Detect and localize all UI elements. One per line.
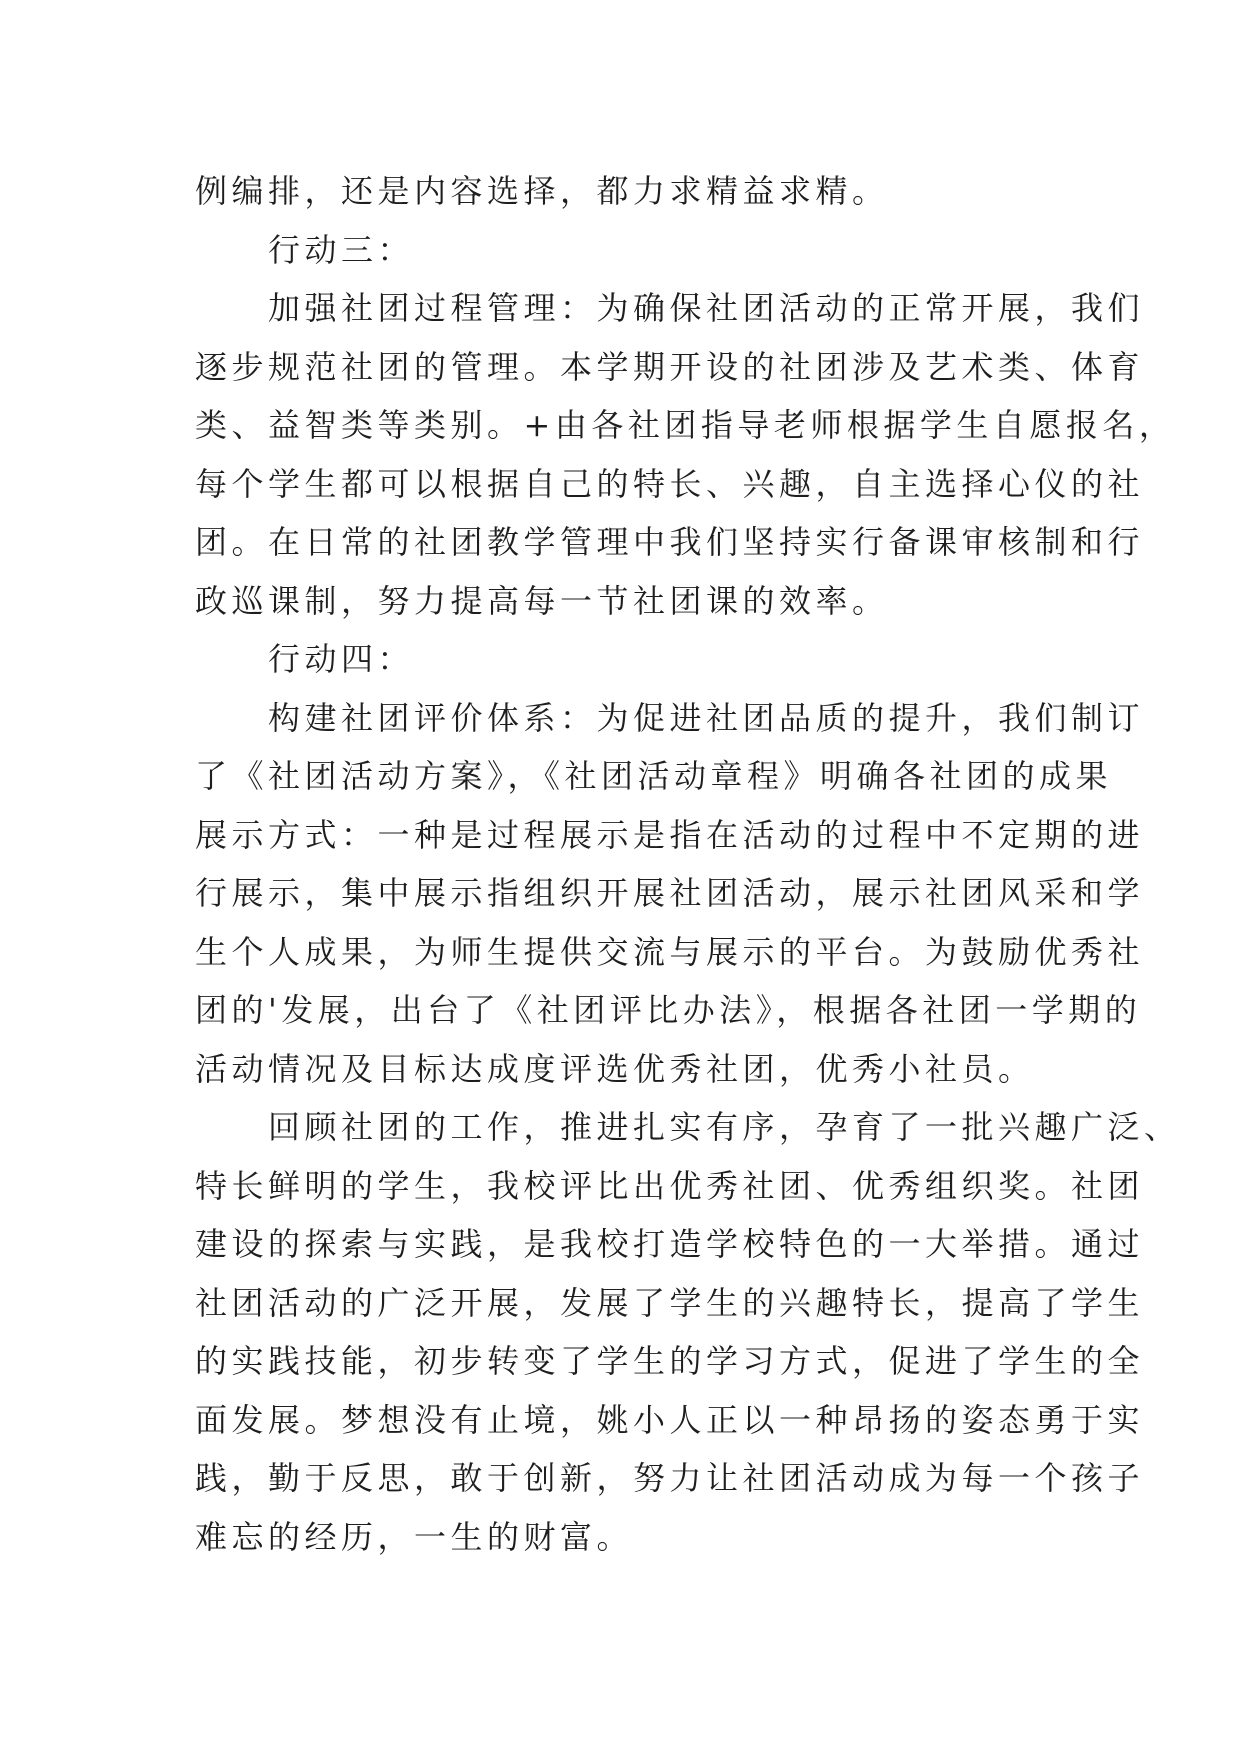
text-line: 逐步规范社团的管理。本学期开设的社团涉及艺术类、体育 (195, 347, 1145, 386)
document-body (195, 162, 1181, 1566)
text-line: 展示方式：一种是过程展示是指在活动的过程中不定期的进 (195, 815, 1145, 854)
text-line: 生个人成果，为师生提供交流与展示的平台。为鼓励优秀社 (195, 932, 1145, 971)
text-line: 政巡课制，努力提高每一节社团课的效率。 (195, 581, 889, 620)
text-line: 行展示，集中展示指组织开展社团活动，展示社团风采和学 (195, 874, 1145, 912)
text-line: 构建社团评价体系：为促进社团品质的提升，我们制订 (195, 698, 1145, 737)
text-line: 面发展。梦想没有止境，姚小人正以一种昂扬的姿态勇于实 (195, 1400, 1145, 1439)
text-line: 行动四： (195, 640, 415, 678)
text-line: 例编排，还是内容选择，都力求精益求精。 (195, 172, 889, 210)
text-line: 活动情况及目标达成度评选优秀社团，优秀小社员。 (195, 1049, 1035, 1088)
text-line: 加强社团过程管理：为确保社团活动的正常开展，我们 (195, 289, 1145, 327)
text-line: 每个学生都可以根据自己的特长、兴趣，自主选择心仪的社 (195, 464, 1145, 503)
text-line: 回顾社团的工作，推进扎实有序，孕育了一批兴趣广泛、 (195, 1108, 1181, 1146)
text-line: 行动三： (195, 230, 415, 269)
text-line: 团的'发展，出台了《社团评比办法》，根据各社团一学期的 (195, 991, 1142, 1029)
text-line: 的实践技能，初步转变了学生的学习方式，促进了学生的全 (195, 1342, 1145, 1380)
text-line: 社团活动的广泛开展，发展了学生的兴趣特长，提高了学生 (195, 1283, 1145, 1322)
text-line: 践，勤于反思，敢于创新，努力让社团活动成为每一个孩子 (195, 1459, 1145, 1497)
text-line: 难忘的经历，一生的财富。 (195, 1517, 634, 1556)
text-line: 类、益智类等类别。+由各社团指导老师根据学生自愿报名， (195, 406, 1176, 444)
text-line: 团。在日常的社团教学管理中我们坚持实行备课审核制和行 (195, 523, 1145, 561)
text-line: 特长鲜明的学生，我校评比出优秀社团、优秀组织奖。社团 (195, 1166, 1145, 1205)
text-line: 了《社团活动方案》，《社团活动章程》明确各社团的成果 (195, 757, 1113, 795)
text-line: 建设的探索与实践，是我校打造学校特色的一大举措。通过 (195, 1225, 1145, 1263)
